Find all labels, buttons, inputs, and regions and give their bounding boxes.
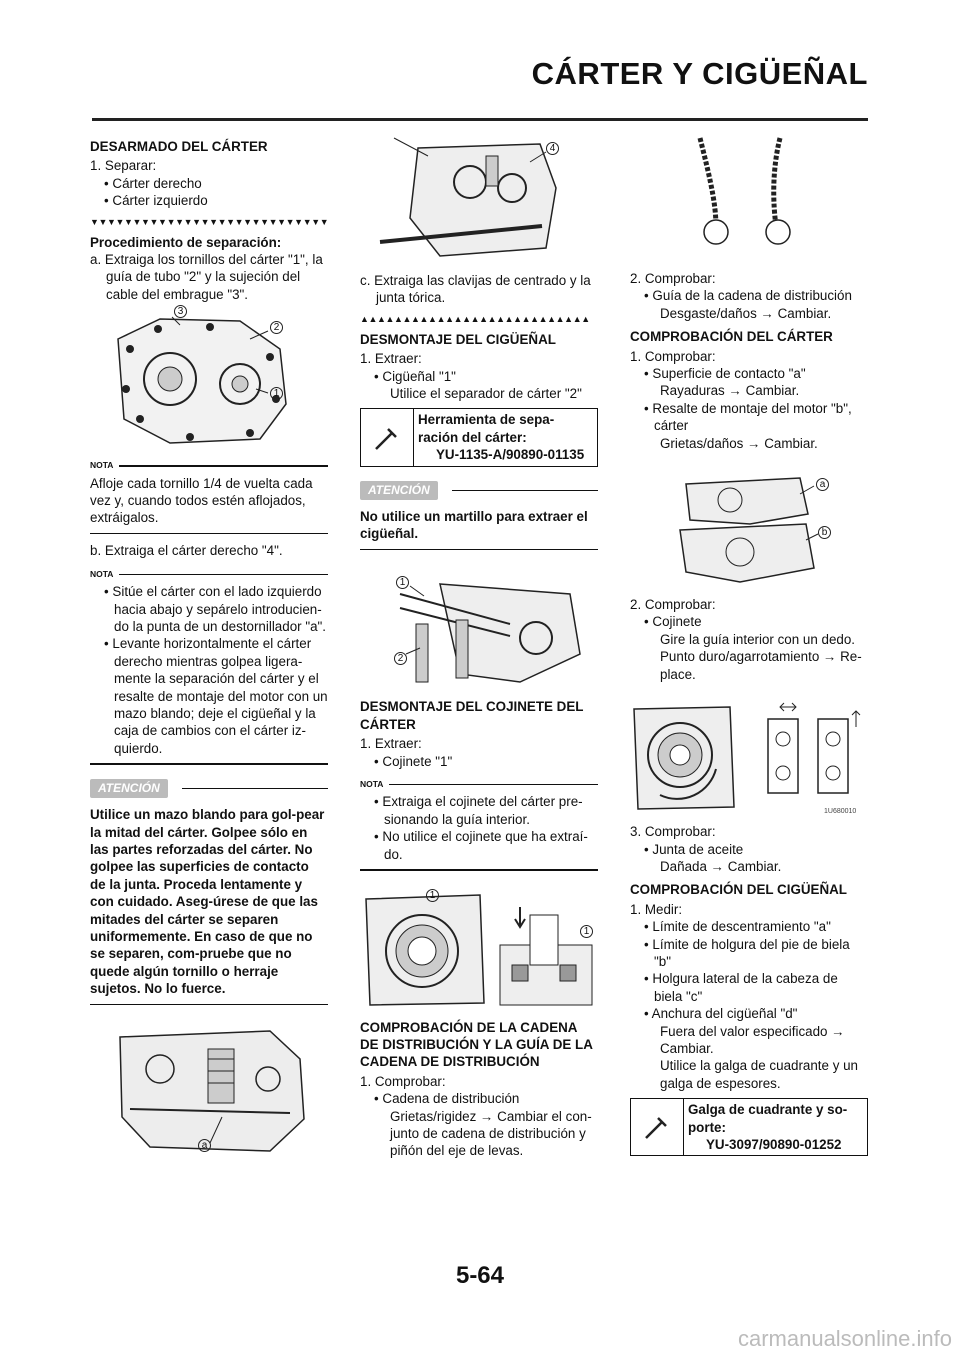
tool-part-number: YU-1135-A/90890-01135 xyxy=(436,447,585,463)
step: c. Extraiga las clavijas de centrado y la junta tórica. xyxy=(360,273,591,306)
section-heading: DESARMADO DEL CÁRTER xyxy=(90,139,268,154)
section-heading: DESMONTAJE DEL CIGÜEÑAL xyxy=(360,331,556,347)
attention-rule xyxy=(90,1004,328,1006)
callout-1: 1 xyxy=(270,387,283,400)
bullet-detail: Grietas/daños → Cambiar. xyxy=(660,435,818,451)
bullet-detail: Dañada → Cambiar. xyxy=(660,858,782,874)
section-heading: COMPROBACIÓN DEL CIGÜEÑAL xyxy=(630,882,847,898)
section-heading: COMPROBACIÓN DE LA CADENA DE DISTRIBUCIÓN Y LA GUÍA DE LA CADENA DE DISTRIBUCIÓN xyxy=(360,1019,593,1070)
note-bullet: • Extraiga el cojinete del cárter pre-sionando la guía interior. xyxy=(374,794,583,827)
nota-header: NOTA xyxy=(90,457,328,474)
note-bullet: • No utilice el cojinete que ha extraí-do. xyxy=(374,829,588,862)
attention-header: ATENCIÓN xyxy=(90,779,328,798)
procedure-end-marker: ▲▲▲▲▲▲▲▲▲▲▲▲▲▲▲▲▲▲▲▲▲▲▲▲▲▲▲ xyxy=(360,313,590,324)
step: b. Extraiga el cárter derecho "4". xyxy=(90,543,283,559)
bullet: • Superficie de contacto "a" xyxy=(644,366,806,382)
crankcase-tool-illustration xyxy=(360,128,598,266)
bullet-detail: Gire la guía interior con un dedo. xyxy=(660,631,856,647)
figure-code: 1U680010 xyxy=(824,808,857,816)
callout-1: 1 xyxy=(426,889,439,902)
step: 1. Medir: xyxy=(630,901,683,917)
step: 2. Comprobar: xyxy=(630,597,716,613)
bullet-detail: Desgaste/daños → Cambiar. xyxy=(660,305,832,321)
callout-2: 2 xyxy=(270,321,283,334)
attention-text: No utilice un martillo para extraer el cigüeñal. xyxy=(360,509,588,542)
tool-part-number: YU-3097/90890-01252 xyxy=(706,1137,842,1152)
crankcase-surfaces-illustration xyxy=(630,464,868,590)
attention-header: ATENCIÓN xyxy=(360,481,598,500)
tool-name: Galga de cuadrante y so-porte: xyxy=(688,1102,848,1135)
bullet: • Límite de holgura del pie de biela "b" xyxy=(644,936,850,969)
bullet-detail: Utilice el separador de cárter "2" xyxy=(390,386,582,402)
step: 1. Comprobar: xyxy=(360,1073,446,1089)
bullet: • Cárter izquierdo xyxy=(104,193,208,209)
column-middle xyxy=(360,132,598,1160)
bullet: • Cárter derecho xyxy=(104,175,202,191)
figure-timing-chain xyxy=(630,128,868,264)
column-right xyxy=(630,132,868,1162)
bullet-detail: Utilice la galga de cuadrante y un galga de espesores. xyxy=(660,1058,859,1091)
tool-name: Herramienta de sepa-ración del cárter: xyxy=(418,412,555,445)
bullet: • Cojinete xyxy=(644,614,702,630)
figure-crankcase-bolts xyxy=(90,306,328,451)
step: 1. Extraer: xyxy=(360,351,422,367)
step: a. Extraiga los tornillos del cárter "1", la guía de tubo "2" y la sujeción del cable del embrague "3". xyxy=(90,252,323,302)
bullet: • Cadena de distribución xyxy=(374,1091,520,1107)
watermark: carmanualsonline.info xyxy=(737,1326,952,1351)
note-rule xyxy=(90,533,328,535)
figure-crankcase-surfaces xyxy=(630,464,868,590)
callout-a: a xyxy=(816,478,829,491)
note-rule xyxy=(360,869,598,871)
note-bullet: • Sitúe el cárter con el lado izquierdo hacia abajo y sepárelo introducien-do la punta de un destornillador "a". xyxy=(104,584,327,634)
callout-3: 3 xyxy=(174,305,187,318)
wrench-icon xyxy=(361,409,414,465)
column-left xyxy=(90,132,328,1165)
figure-crankcase-tool xyxy=(360,128,598,266)
callout-b: b xyxy=(818,526,831,539)
special-tool-box xyxy=(360,408,598,466)
figure-bearing-check xyxy=(630,699,868,817)
bullet-detail: Punto duro/agarrotamiento → Re-place. xyxy=(660,649,862,682)
attention-text: Utilice un mazo blando para gol-pear la mitad del cárter. Golpee sólo en las partes reforzadas del cárter. No golpee las superficies de contacto de la junta. Proceda lentamente y con cuidado. Aseg-úrese de que las mitades del cárter se separen uniformemente. En caso de que no se separen, com-pruebe que no quede algún tornillo o herraje sujetos. No lo fuerce. xyxy=(90,807,325,997)
callout-2: 2 xyxy=(394,652,407,665)
nota-header: NOTA xyxy=(90,566,328,583)
step: 2. Comprobar: xyxy=(630,271,716,286)
crankcase-half-illustration xyxy=(90,1019,328,1159)
callout-a: a xyxy=(198,1139,211,1152)
bullet: • Guía de la cadena de distribución xyxy=(644,288,852,304)
nota-header: NOTA xyxy=(360,776,598,793)
bullet: • Anchura del cigüeñal "d" xyxy=(644,1006,798,1022)
note-bullet: • Levante horizontalmente el cárter derecho mientras golpea ligera-mente la separación del cárter y el resalte de montaje del motor con un mazo blando; deje el cigüeñal y la caja de cambios con el cárter iz-quierdo. xyxy=(104,636,328,756)
section-heading: DESMONTAJE DEL COJINETE DEL CÁRTER xyxy=(360,699,584,732)
step: 1. Extraer: xyxy=(360,736,422,752)
bullet: • Holgura lateral de la cabeza de biela "c" xyxy=(644,971,838,1004)
step: 1. Separar: xyxy=(90,158,157,174)
procedure-start-marker: ▼▼▼▼▼▼▼▼▼▼▼▼▼▼▼▼▼▼▼▼▼▼▼▼▼▼▼▼ xyxy=(90,216,328,227)
bullet: • Resalte de montaje del motor "b", cárter xyxy=(644,400,852,434)
bullet-detail: Rayaduras → Cambiar. xyxy=(660,383,800,399)
bearing-illustration xyxy=(360,885,598,1013)
bullet: • Límite de descentramiento "a" xyxy=(644,919,831,935)
wrench-icon xyxy=(631,1099,684,1155)
title-rule xyxy=(92,118,868,121)
callout-4: 4 xyxy=(546,142,559,155)
bullet-detail: Fuera del valor especificado → Cambiar. xyxy=(660,1023,845,1056)
note-rule xyxy=(90,763,328,765)
callout-1: 1 xyxy=(580,925,593,938)
attention-rule xyxy=(360,549,598,551)
bullet: • Cojinete "1" xyxy=(374,753,453,769)
bearing-check-illustration xyxy=(630,699,868,817)
note-text: Afloje cada tornillo 1/4 de vuelta cada vez y, cuando todos estén aflojados, extráigalos. xyxy=(90,475,313,526)
figure-bearing-removal xyxy=(360,885,598,1013)
figure-crankshaft-removal xyxy=(360,564,598,692)
callout-1: 1 xyxy=(396,576,409,589)
figure-crankcase-separation xyxy=(90,1019,328,1159)
page-title: CÁRTER Y CIGÜEÑAL xyxy=(531,56,868,91)
page-number: 5-64 xyxy=(455,1262,505,1289)
bullet: • Cigüeñal "1" xyxy=(374,368,456,384)
procedure-title: Procedimiento de separación: xyxy=(90,234,282,250)
step: 3. Comprobar: xyxy=(630,824,716,840)
step: 1. Comprobar: xyxy=(630,348,716,364)
bullet-detail: Grietas/rigidez → Cambiar el con-junto de cadena de distribución y piñón del eje de levas. xyxy=(390,1108,592,1159)
special-tool-box xyxy=(630,1098,868,1156)
section-heading: COMPROBACIÓN DEL CÁRTER xyxy=(630,329,833,345)
crankcase-illustration xyxy=(90,309,328,451)
timing-chain-illustration xyxy=(630,128,868,264)
bullet: • Junta de aceite xyxy=(644,841,744,857)
